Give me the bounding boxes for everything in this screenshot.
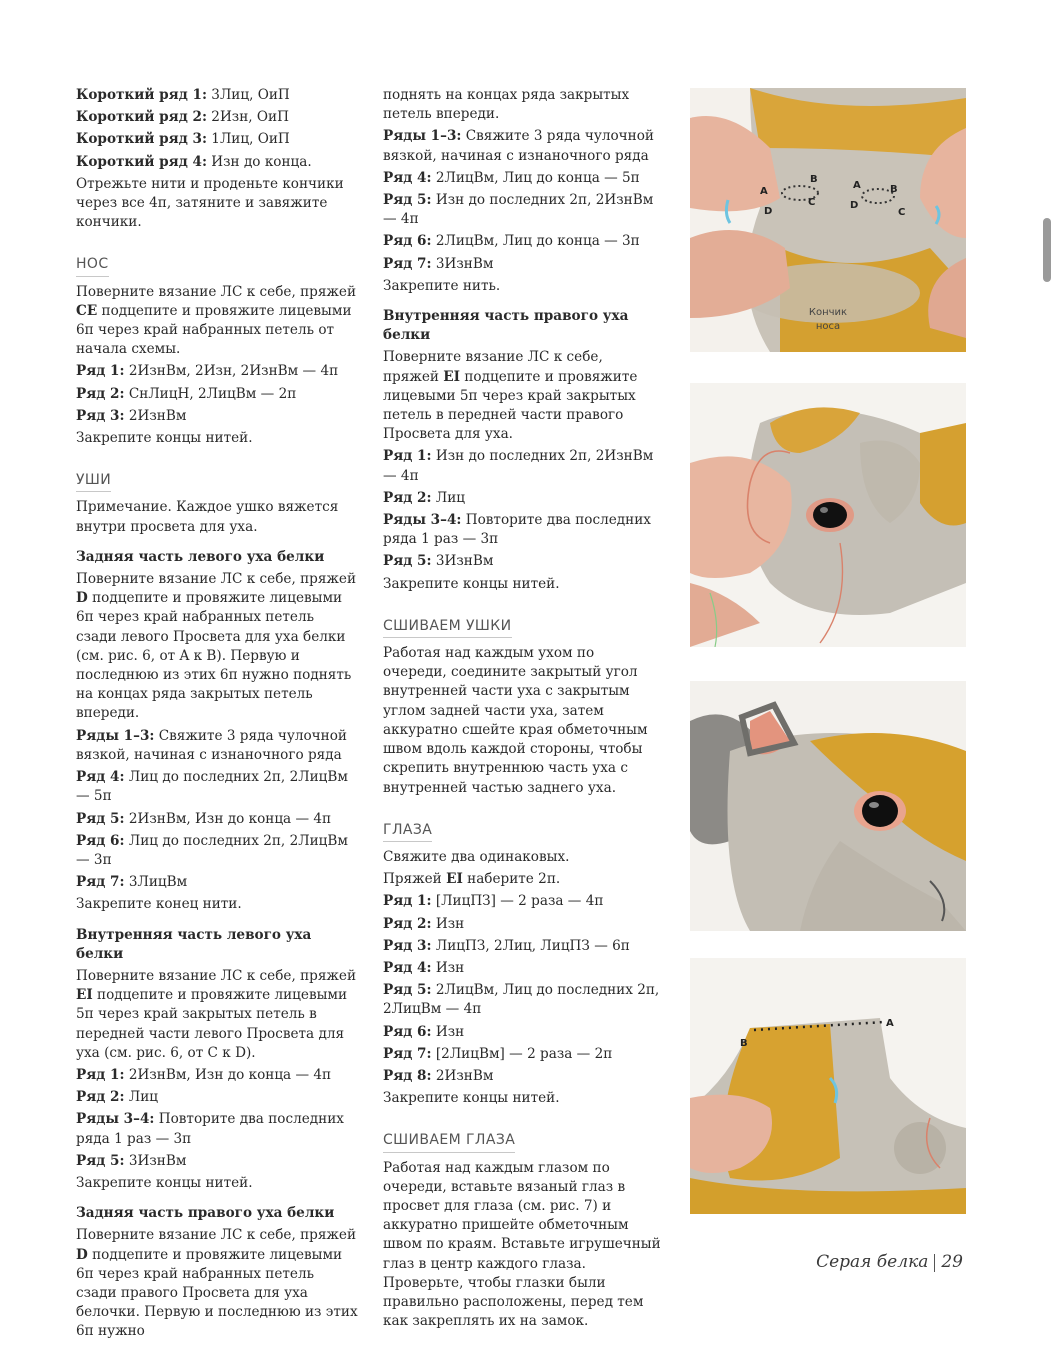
subheading-right-inner-ear: Внутренняя часть правого уха белки	[383, 308, 629, 344]
short-row-text: 2Изн, ОиП	[206, 109, 289, 126]
right-back-end-note: Закрепите нить.	[383, 277, 501, 294]
right-inner-row	[383, 511, 661, 549]
right-inner-row	[383, 447, 661, 485]
left-back-row	[76, 873, 358, 892]
nose-row	[76, 385, 358, 404]
eyes-row-label: Ряд 7:	[383, 1045, 432, 1062]
left-back-row	[76, 810, 358, 829]
nose-row-label: Ряд 3:	[76, 407, 125, 424]
left-inner-row	[76, 1088, 358, 1107]
nose-row-label: Ряд 2:	[76, 385, 125, 402]
nose-intro: Поверните вязание ЛС к себе, пряжей CE подцепите и провяжите лицевыми 6п через край набранных петель от начала схемы.	[76, 283, 357, 358]
section-heading-nose: НОС	[76, 255, 109, 276]
eyes-row-text: [ЛицПЗ] — 2 раза — 4п	[431, 893, 604, 910]
nose-row	[76, 407, 358, 426]
photo-7-eye-sewing	[690, 383, 966, 647]
eyes-row	[383, 1023, 661, 1042]
short-row	[76, 108, 358, 127]
eyes-row-label: Ряд 1:	[383, 893, 432, 910]
eyes-rows-list	[383, 892, 661, 1086]
right-inner-row-text: Лиц	[431, 489, 466, 506]
left-inner-rows-list	[76, 1066, 358, 1171]
photo-6-label-d-left: D	[764, 206, 773, 217]
page-footer	[816, 1252, 963, 1272]
left-back-end-note: Закрепите конец нити.	[76, 896, 242, 913]
cut-note: Отрежьте нити и проденьте кончики через все 4п, затяните и завяжите кончики.	[76, 175, 344, 231]
right-inner-row-label: Ряд 5:	[383, 553, 432, 570]
eyes-row-label: Ряд 5:	[383, 982, 432, 999]
photo-6-label-a-left: A	[760, 186, 768, 197]
short-row-text: Изн до конца.	[206, 153, 312, 170]
middle-column	[383, 86, 661, 1334]
right-inner-row-label: Ряды 3–4:	[383, 512, 462, 529]
section-heading-ears: УШИ	[76, 471, 111, 492]
eyes-row	[383, 1045, 661, 1064]
right-back-row-text: Изн до последних 2п, 2ИзнВм — 4п	[383, 192, 654, 228]
eyes-row-text: [2ЛицВм] — 2 раза — 2п	[431, 1045, 613, 1062]
nose-row-text: 2ИзнВм	[124, 407, 187, 424]
photo-6-label-b-right: B	[890, 184, 898, 195]
sew-eyes-text: Работая над каждым глазом по очереди, вставьте вязаный глаз в просвет для глаза (см. рис. 7) и аккуратно пришейте обметочным швом по краям. Вставьте игрушечный глаз в центр каждого глаза. Проверьте, чтобы глазки были правильно расположены, перед тем как закреплять их на замок.	[383, 1159, 661, 1330]
section-heading-sew-eyes: СШИВАЕМ ГЛАЗА	[383, 1131, 515, 1152]
left-back-row-text: Свяжите 3 ряда чулочной вязкой, начиная с изнаночного ряда	[76, 727, 347, 763]
photo-6-label-c-left: C	[808, 197, 816, 208]
eyes-row-label: Ряд 8:	[383, 1067, 432, 1084]
right-inner-row	[383, 552, 661, 571]
short-row-label: Короткий ряд 4:	[76, 153, 207, 170]
left-inner-row-label: Ряд 2:	[76, 1089, 125, 1106]
short-row-text: 3Лиц, ОиП	[206, 87, 290, 103]
nose-row-label: Ряд 1:	[76, 363, 125, 380]
left-back-row-label: Ряды 1–3:	[76, 727, 155, 744]
right-back-row	[383, 169, 661, 188]
left-inner-end-note: Закрепите концы нитей.	[76, 1174, 253, 1191]
footer-separator	[934, 1254, 935, 1272]
subheading-right-back-ear: Задняя часть правого уха белки	[76, 1205, 335, 1222]
right-back-row-label: Ряд 6:	[383, 233, 432, 250]
photo-8-ear-pickup	[690, 958, 966, 1214]
eyes-row-text: 2ЛицВм, Лиц до последних 2п, 2ЛицВм — 4п	[383, 982, 660, 1018]
left-inner-row-text: Лиц	[124, 1089, 159, 1106]
left-inner-intro: Поверните вязание ЛС к себе, пряжей EI подцепите и провяжите лицевыми 5п через край закрытых петель в передней части левого Просвета для уха (см. рис. 6, от C к D).	[76, 967, 357, 1061]
left-back-row-text: 3ЛицВм	[124, 874, 188, 891]
right-back-rows-list	[383, 127, 661, 273]
right-back-row	[383, 127, 661, 165]
photo-8-label-a: A	[886, 1018, 894, 1029]
photo-6-label-b-left: B	[810, 174, 818, 185]
eyes-row-text: Изн	[431, 915, 465, 932]
right-inner-row-text: 3ИзнВм	[431, 553, 494, 570]
left-back-row-label: Ряд 6:	[76, 832, 125, 849]
section-heading-sew-ears: СШИВАЕМ УШКИ	[383, 617, 512, 638]
eyes-row-label: Ряд 3:	[383, 937, 432, 954]
right-back-row-text: 2ЛицВм, Лиц до конца — 3п	[431, 233, 640, 250]
photo-6-label-d-right: D	[850, 200, 859, 211]
subheading-left-inner-ear: Внутренняя часть левого уха белки	[76, 926, 312, 962]
photo-6-caption-line-1: Кончик	[808, 307, 848, 318]
short-row-label: Короткий ряд 3:	[76, 131, 207, 148]
left-back-row-label: Ряд 5:	[76, 810, 125, 827]
footer-title: Серая белка	[816, 1252, 929, 1272]
left-back-row	[76, 832, 358, 870]
nose-row-text: 2ИзнВм, 2Изн, 2ИзнВм — 4п	[124, 363, 339, 380]
eyes-end-note: Закрепите концы нитей.	[383, 1090, 560, 1107]
left-inner-row-label: Ряд 5:	[76, 1152, 125, 1169]
subheading-left-back-ear: Задняя часть левого уха белки	[76, 548, 325, 565]
left-inner-row-text: Повторите два последних ряда 1 раз — 3п	[76, 1111, 344, 1147]
nose-rows-list	[76, 362, 358, 426]
right-back-row	[383, 255, 661, 274]
photo-6-label-a-right: A	[853, 180, 861, 191]
right-back-row-label: Ряды 1–3:	[383, 128, 462, 145]
scrollbar-thumb[interactable]	[1043, 218, 1051, 282]
ears-note: Примечание. Каждое ушко вяжется внутри просвета для уха.	[76, 499, 339, 535]
left-inner-row-label: Ряд 1:	[76, 1066, 125, 1083]
right-back-row	[383, 191, 661, 229]
eyes-row	[383, 1067, 661, 1086]
right-back-row-text: 3ИзнВм	[431, 255, 494, 272]
short-row-text: 1Лиц, ОиП	[206, 131, 290, 148]
left-back-row-text: Лиц до последних 2п, 2ЛицВм — 3п	[76, 832, 348, 868]
left-inner-row-text: 3ИзнВм	[124, 1152, 187, 1169]
left-inner-row	[76, 1066, 358, 1085]
eyes-row	[383, 915, 661, 934]
short-row-label: Короткий ряд 2:	[76, 109, 207, 126]
eyes-row-label: Ряд 6:	[383, 1023, 432, 1040]
short-row	[76, 86, 358, 105]
right-inner-row-text: Повторите два последних ряда 1 раз — 3п	[383, 512, 651, 548]
right-back-row-label: Ряд 5:	[383, 192, 432, 209]
left-back-row	[76, 727, 358, 765]
left-back-row-label: Ряд 7:	[76, 874, 125, 891]
right-inner-row-label: Ряд 1:	[383, 448, 432, 465]
right-inner-row	[383, 489, 661, 508]
left-column	[76, 86, 358, 1345]
right-back-row	[383, 232, 661, 251]
short-row-label: Короткий ряд 1:	[76, 87, 207, 103]
eyes-row-label: Ряд 2:	[383, 915, 432, 932]
right-inner-row-label: Ряд 2:	[383, 489, 432, 506]
photo-squirrel-face	[690, 681, 966, 931]
right-inner-rows-list	[383, 447, 661, 571]
short-row	[76, 130, 358, 149]
right-back-row-text: 2ЛицВм, Лиц до конца — 5п	[431, 169, 640, 186]
right-inner-intro: Поверните вязание ЛС к себе, пряжей EI подцепите и провяжите лицевыми 5п через край закрытых петель в передней части правого Просвета для уха.	[383, 349, 638, 443]
nose-row-text: СнЛицН, 2ЛицВм — 2п	[124, 385, 297, 402]
left-inner-row	[76, 1110, 358, 1148]
eyes-row	[383, 937, 661, 956]
left-back-row-label: Ряд 4:	[76, 769, 125, 786]
section-heading-eyes: ГЛАЗА	[383, 821, 432, 842]
eyes-row-text: ЛицПЗ, 2Лиц, ЛицПЗ — 6п	[431, 937, 630, 954]
eyes-row-label: Ряд 4:	[383, 959, 432, 976]
right-back-row-label: Ряд 7:	[383, 255, 432, 272]
eyes-row	[383, 981, 661, 1019]
right-inner-row-text: Изн до последних 2п, 2ИзнВм — 4п	[383, 448, 654, 484]
page-number: 29	[941, 1252, 963, 1272]
photo-6-label-c-right: C	[898, 207, 906, 218]
short-rows-list	[76, 86, 358, 172]
sew-ears-text: Работая над каждым ухом по очереди, соедините закрытый угол внутренней части уха с закрытым углом задней части уха, затем аккуратно сшейте края обметочным швом вдоль каждой стороны, чтобы скрепить внутреннюю часть уха с внутренней частью заднего уха.	[383, 645, 648, 796]
eyes-row-text: 2ИзнВм	[431, 1067, 494, 1084]
nose-end-note: Закрепите концы нитей.	[76, 430, 253, 447]
short-row	[76, 153, 358, 172]
left-inner-row-label: Ряды 3–4:	[76, 1111, 155, 1128]
photo-6-nose-knitting	[690, 88, 966, 352]
photo-6-caption-line-2: носа	[815, 321, 841, 332]
left-inner-row	[76, 1152, 358, 1171]
eyes-row-text: Изн	[431, 1023, 465, 1040]
left-back-rows-list	[76, 727, 358, 893]
photo-8-label-b: B	[740, 1038, 748, 1049]
eyes-row	[383, 959, 661, 978]
eyes-line-1: Свяжите два одинаковых.	[383, 848, 570, 865]
left-back-row-text: Лиц до последних 2п, 2ЛицВм — 5п	[76, 769, 348, 805]
left-back-intro: Поверните вязание ЛС к себе, пряжей D подцепите и провяжите лицевыми 6п через край набранных петель сзади левого Просвета для уха белки (см. рис. 6, от A к B). Первую и последнюю из этих 6п нужно поднять на концах ряда закрытых петель впереди.	[76, 571, 357, 722]
right-inner-end-note: Закрепите концы нитей.	[383, 575, 560, 592]
left-inner-row-text: 2ИзнВм, Изн до конца — 4п	[124, 1066, 332, 1083]
right-back-row-text: Свяжите 3 ряда чулочной вязкой, начиная с изнаночного ряда	[383, 128, 654, 164]
right-back-intro: Поверните вязание ЛС к себе, пряжей D подцепите и провяжите лицевыми 6п через край набранных петель сзади правого Просвета для уха белочки. Первую и последнюю из этих 6п нужно	[76, 1227, 358, 1340]
nose-row	[76, 362, 358, 381]
eyes-row	[383, 892, 661, 911]
eyes-line-2: Пряжей EI наберите 2п.	[383, 871, 561, 888]
right-back-row-label: Ряд 4:	[383, 169, 432, 186]
continued-text: поднять на концах ряда закрытых петель впереди.	[383, 87, 630, 123]
eyes-row-text: Изн	[431, 959, 465, 976]
left-back-row-text: 2ИзнВм, Изн до конца — 4п	[124, 810, 332, 827]
left-back-row	[76, 768, 358, 806]
